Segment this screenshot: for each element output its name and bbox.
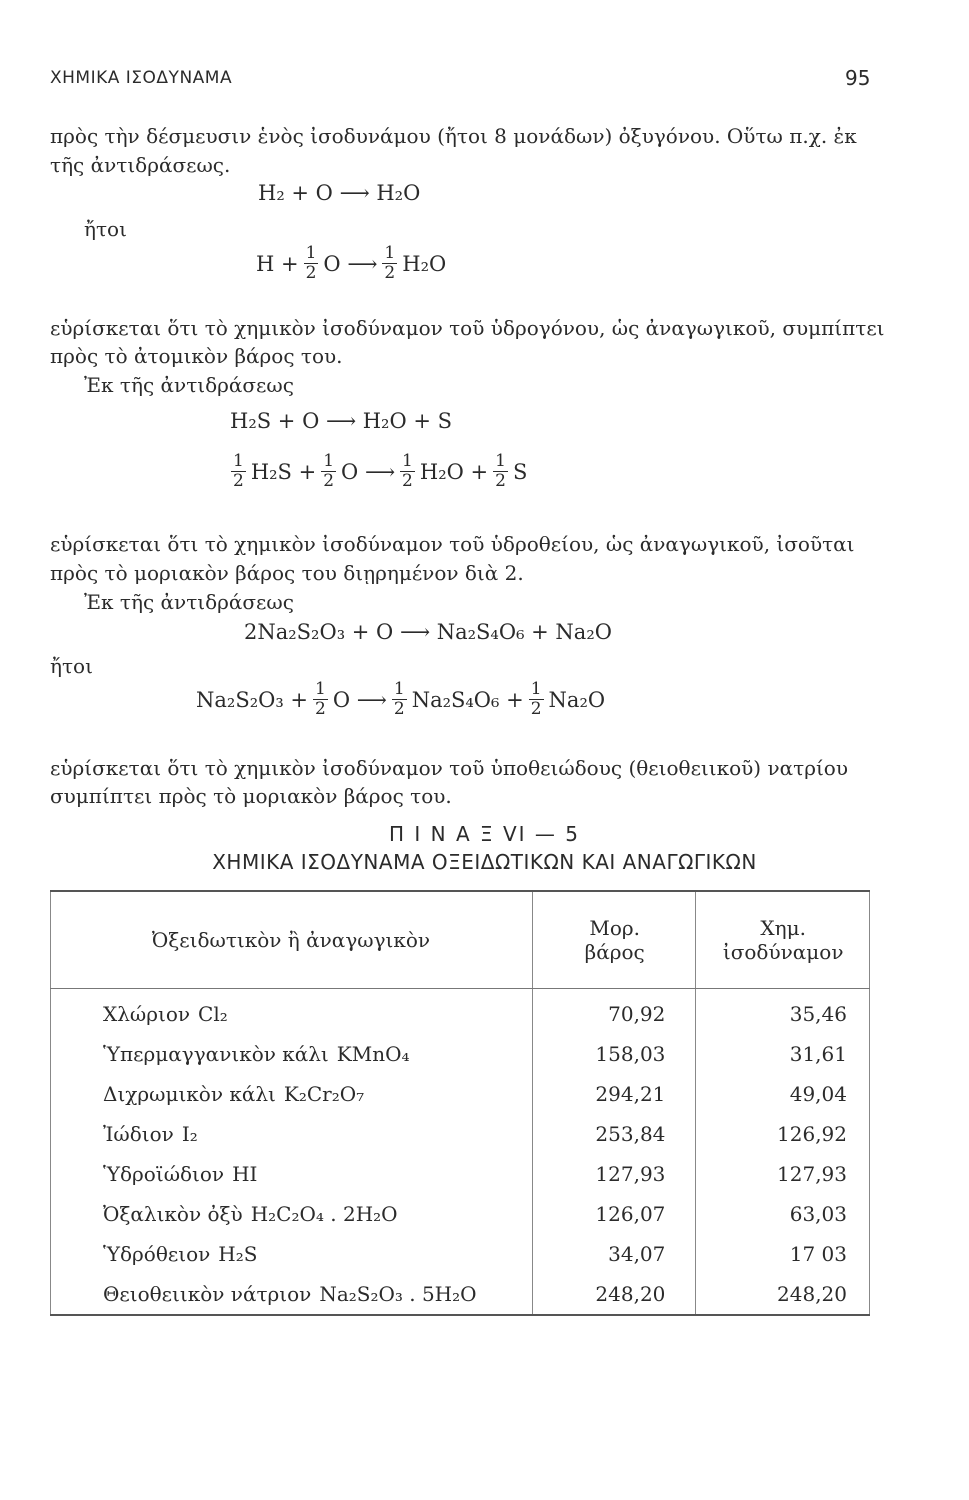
substance-cell: Ὀξαλικὸν ὀξὺ H₂C₂O₄ . 2H₂O xyxy=(51,1194,533,1234)
substance-cell: Ὑπερμαγγανικὸν κάλι KMnO₄ xyxy=(51,1034,533,1074)
equivalent-cell: 126,92 xyxy=(696,1114,870,1154)
paragraph-line: εὑρίσκεται ὅτι τὸ χημικὸν ἰσοδύναμον τοῦ ὑδρογόνου, ὡς ἀναγωγικοῦ, συμπίπτει xyxy=(50,316,885,340)
molecular-weight-cell: 127,93 xyxy=(532,1154,695,1194)
table-row xyxy=(51,1114,870,1154)
column-header-substance: Ὀξειδωτικὸν ἢ ἀναγωγικὸν xyxy=(51,891,533,989)
substance-cell: Χλώριον Cl₂ xyxy=(51,989,533,1035)
paragraph-line: πρὸς τὸ μοριακὸν βάρος του διῃρημένον διὰ 2. xyxy=(50,561,524,585)
column-header-molecular-weight: Μορ. βάρος xyxy=(532,891,695,989)
molecular-weight-cell: 34,07 xyxy=(532,1234,695,1274)
fraction: $\frac{1}{2}$ xyxy=(315,679,326,719)
equation: 2Na₂S₂O₃ + O ⟶ Na₂S₄O₆ + Na₂O xyxy=(244,620,612,644)
fraction: $\frac{1}{2}$ xyxy=(384,243,396,283)
molecular-weight-cell: 126,07 xyxy=(532,1194,695,1234)
table-row xyxy=(51,1154,870,1194)
equivalent-cell: 31,61 xyxy=(696,1034,870,1074)
equation-term: H₂S + xyxy=(250,459,317,484)
paragraph-line: πρὸς τὸ ἀτομικὸν βάρος του. xyxy=(50,344,343,368)
molecular-weight-cell: 294,21 xyxy=(532,1074,695,1114)
equivalent-cell: 63,03 xyxy=(696,1194,870,1234)
paragraph-line: πρὸς τὴν δέσμευσιν ἑνὸς ἰσοδυνάμου (ἤτοι 8 μονάδων) ὀξυγόνου. Οὕτω π.χ. ἐκ xyxy=(50,124,857,148)
fraction: $\frac{1}{2}$ xyxy=(402,451,413,491)
molecular-weight-cell: 248,20 xyxy=(532,1274,695,1315)
equation-term: H + xyxy=(256,251,299,276)
substance-cell: Ὑδροϊώδιον HI xyxy=(51,1154,533,1194)
molecular-weight-cell: 253,84 xyxy=(532,1114,695,1154)
equivalents-table xyxy=(50,890,870,1316)
equation-term: O ⟶ xyxy=(323,251,378,276)
equation-term: Na₂O xyxy=(548,687,606,712)
equivalent-cell: 49,04 xyxy=(696,1074,870,1114)
paragraph-line: εὑρίσκεται ὅτι τὸ χημικὸν ἰσοδύναμον τοῦ ὑποθειώδους (θειοθειικοῦ) νατρίου xyxy=(50,756,848,780)
molecular-weight-cell: 158,03 xyxy=(532,1034,695,1074)
paragraph-line: Ἐκ τῆς ἀντιδράσεως xyxy=(84,590,294,614)
equivalent-cell: 35,46 xyxy=(696,989,870,1035)
substance-cell: Ἰώδιον I₂ xyxy=(51,1114,533,1154)
equation-term: Na₂S₄O₆ + xyxy=(411,687,524,712)
fraction: $\frac{1}{2}$ xyxy=(323,451,335,491)
fraction: $\frac{1}{2}$ xyxy=(393,679,405,719)
table-row xyxy=(51,1194,870,1234)
equation-term: H₂O xyxy=(402,251,447,276)
substance-cell: Διχρωμικὸν κάλι K₂Cr₂O₇ xyxy=(51,1074,533,1114)
table-header-row xyxy=(51,891,870,989)
substance-cell: Θειοθειικὸν νάτριον Na₂S₂O₃ . 5H₂O xyxy=(51,1274,533,1315)
paragraph-line: Ἐκ τῆς ἀντιδράσεως xyxy=(84,373,294,397)
table-row xyxy=(51,1234,870,1274)
paragraph-line: συμπίπτει πρὸς τὸ μοριακὸν βάρος του. xyxy=(50,784,452,808)
fraction: $\frac{1}{2}$ xyxy=(530,679,542,719)
column-header-equivalent: Χημ. ἰσοδύναμον xyxy=(696,891,870,989)
equation xyxy=(256,244,446,283)
molecular-weight-cell: 70,92 xyxy=(532,989,695,1035)
table-caption: Π Ι Ν Α Ξ VI — 5 xyxy=(388,822,581,846)
paragraph-line: εὑρίσκεται ὅτι τὸ χημικὸν ἰσοδύναμον τοῦ ὑδροθείου, ὡς ἀναγωγικοῦ, ἰσοῦται xyxy=(50,532,855,556)
equation-term: Na₂S₂O₃ + xyxy=(196,687,309,712)
table-row xyxy=(51,1034,870,1074)
connector-word: ἤτοι xyxy=(50,654,93,678)
fraction: $\frac{1}{2}$ xyxy=(495,451,506,491)
equation-term: S xyxy=(512,459,528,484)
equivalent-cell: 17 03 xyxy=(696,1234,870,1274)
table-row xyxy=(51,989,870,1035)
equation-term: H₂O + xyxy=(419,459,489,484)
equation: H₂S + O ⟶ H₂O + S xyxy=(230,409,453,433)
paragraph-line: τῆς ἀντιδράσεως. xyxy=(50,153,231,177)
page-number: 95 xyxy=(845,66,871,90)
substance-cell: Ὑδρόθειον H₂S xyxy=(51,1234,533,1274)
fraction: $\frac{1}{2}$ xyxy=(233,451,244,491)
equation-term: O ⟶ xyxy=(332,687,387,712)
table-row xyxy=(51,1074,870,1114)
fraction: $\frac{1}{2}$ xyxy=(305,243,317,283)
running-header: ΧΗΜΙΚΑ ΙΣΟΔΥΝΑΜΑ xyxy=(50,68,233,88)
equivalent-cell: 248,20 xyxy=(696,1274,870,1315)
equation-term: O ⟶ xyxy=(341,459,396,484)
equivalent-cell: 127,93 xyxy=(696,1154,870,1194)
equation xyxy=(196,680,605,719)
connector-word: ἤτοι xyxy=(84,217,127,241)
equation xyxy=(226,452,527,491)
table-title: ΧΗΜΙΚΑ ΙΣΟΔΥΝΑΜΑ ΟΞΕΙΔΩΤΙΚΩΝ ΚΑΙ ΑΝΑΓΩΓΙΚΩΝ xyxy=(212,850,757,874)
table-row xyxy=(51,1274,870,1315)
equation: H₂ + O ⟶ H₂O xyxy=(258,181,421,205)
